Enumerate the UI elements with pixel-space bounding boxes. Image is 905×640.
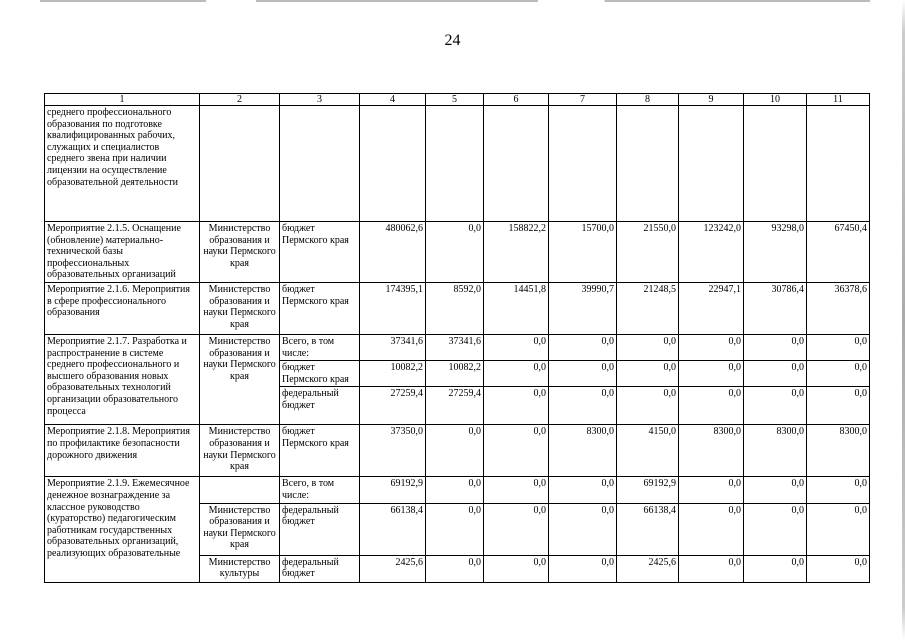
value-cell: 14451,8	[484, 283, 549, 335]
value-cell: 0,0	[744, 361, 807, 387]
value-cell: 30786,4	[744, 283, 807, 335]
value-cell: 2425,6	[360, 555, 426, 582]
value-cell: 0,0	[426, 503, 484, 555]
value-cell: 21550,0	[617, 222, 679, 283]
value-cell: 8592,0	[426, 283, 484, 335]
executor: Министерство образования и науки Пермского края	[200, 335, 280, 425]
value-cell: 39990,7	[549, 283, 617, 335]
value-cell: 0,0	[679, 335, 744, 361]
value-cell: 0,0	[617, 335, 679, 361]
value-cell: 0,0	[744, 477, 807, 503]
executor	[200, 477, 280, 503]
funding-source: Всего, в том числе:	[280, 335, 360, 361]
value-cell: 0,0	[807, 503, 870, 555]
col-header: 3	[280, 94, 360, 106]
funding-source: федеральный бюджет	[280, 555, 360, 582]
value-cell: 0,0	[484, 503, 549, 555]
value-cell: 0,0	[807, 335, 870, 361]
value-cell: 37350,0	[360, 425, 426, 477]
funding-source: федеральный бюджет	[280, 387, 360, 425]
value-cell: 10082,2	[360, 361, 426, 387]
activity-name: Мероприятие 2.1.9. Ежемесячное денежное вознаграждение за классное руководство (кураторство) педагогическим работникам государственных образовательных организаций, реализующих образовательные	[45, 477, 200, 582]
value-cell: 0,0	[679, 477, 744, 503]
col-header: 6	[484, 94, 549, 106]
table-row	[45, 283, 870, 335]
activity-name: среднего профессионального образования по подготовке квалифицированных рабочих, служащих и специалистов среднего звена при наличии лицензии на осуществление образовательной деятельности	[45, 106, 200, 222]
value-cell: 0,0	[744, 555, 807, 582]
value-cell: 158822,2	[484, 222, 549, 283]
col-header: 2	[200, 94, 280, 106]
value-cell: 67450,4	[807, 222, 870, 283]
value-cell: 0,0	[807, 361, 870, 387]
activity-name: Мероприятие 2.1.5. Оснащение (обновление) материально-технической базы профессиональных образовательных организаций	[45, 222, 200, 283]
value-cell: 37341,6	[426, 335, 484, 361]
col-header: 7	[549, 94, 617, 106]
value-cell: 174395,1	[360, 283, 426, 335]
executor: Министерство образования и науки Пермского края	[200, 222, 280, 283]
col-header: 5	[426, 94, 484, 106]
col-header: 9	[679, 94, 744, 106]
value-cell: 0,0	[426, 477, 484, 503]
value-cell: 0,0	[807, 555, 870, 582]
value-cell: 21248,5	[617, 283, 679, 335]
value-cell: 0,0	[549, 387, 617, 425]
value-cell: 15700,0	[549, 222, 617, 283]
value-cell: 0,0	[679, 387, 744, 425]
value-cell: 0,0	[426, 222, 484, 283]
value-cell: 66138,4	[360, 503, 426, 555]
value-cell: 27259,4	[360, 387, 426, 425]
value-cell: 0,0	[549, 477, 617, 503]
value-cell: 480062,6	[360, 222, 426, 283]
value-cell: 0,0	[744, 387, 807, 425]
value-cell: 2425,6	[617, 555, 679, 582]
col-header: 11	[807, 94, 870, 106]
value-cell: 0,0	[484, 387, 549, 425]
funding-source: Всего, в том числе:	[280, 477, 360, 503]
table-row	[45, 425, 870, 477]
value-cell: 36378,6	[807, 283, 870, 335]
value-cell: 8300,0	[679, 425, 744, 477]
table-row	[45, 222, 870, 283]
activity-name: Мероприятие 2.1.6. Мероприятия в сфере профессионального образования	[45, 283, 200, 335]
scan-top-edge	[40, 0, 870, 2]
column-number-row	[45, 94, 870, 106]
activity-name: Мероприятие 2.1.8. Мероприятия по профилактике безопасности дорожного движения	[45, 425, 200, 477]
activity-name: Мероприятие 2.1.7. Разработка и распространение в системе среднего профессионального и высшего образования новых образовательных технологий организации образовательного процесса	[45, 335, 200, 425]
executor: Министерство культуры	[200, 555, 280, 582]
value-cell: 0,0	[484, 477, 549, 503]
value-cell: 93298,0	[744, 222, 807, 283]
executor: Министерство образования и науки Пермского края	[200, 503, 280, 555]
table-row	[45, 335, 870, 361]
col-header: 10	[744, 94, 807, 106]
value-cell: 4150,0	[617, 425, 679, 477]
value-cell: 10082,2	[426, 361, 484, 387]
funding-source: бюджет Пермского края	[280, 283, 360, 335]
col-header: 8	[617, 94, 679, 106]
value-cell: 37341,6	[360, 335, 426, 361]
value-cell: 69192,9	[360, 477, 426, 503]
value-cell: 0,0	[679, 503, 744, 555]
value-cell: 22947,1	[679, 283, 744, 335]
value-cell: 0,0	[484, 555, 549, 582]
value-cell: 0,0	[679, 361, 744, 387]
value-cell: 0,0	[807, 477, 870, 503]
value-cell: 0,0	[549, 361, 617, 387]
value-cell: 0,0	[617, 361, 679, 387]
page-number: 24	[444, 32, 461, 49]
budget-table	[44, 93, 870, 583]
funding-source: федеральный бюджет	[280, 503, 360, 555]
funding-source: бюджет Пермского края	[280, 425, 360, 477]
value-cell: 0,0	[426, 555, 484, 582]
value-cell: 0,0	[484, 335, 549, 361]
value-cell: 0,0	[744, 503, 807, 555]
value-cell: 27259,4	[426, 387, 484, 425]
table-row	[45, 106, 870, 222]
value-cell: 0,0	[744, 335, 807, 361]
value-cell: 8300,0	[549, 425, 617, 477]
value-cell: 66138,4	[617, 503, 679, 555]
value-cell: 0,0	[484, 425, 549, 477]
col-header: 1	[45, 94, 200, 106]
col-header: 4	[360, 94, 426, 106]
value-cell: 0,0	[426, 425, 484, 477]
value-cell: 0,0	[549, 335, 617, 361]
value-cell: 0,0	[807, 387, 870, 425]
executor: Министерство образования и науки Пермского края	[200, 425, 280, 477]
table-row	[45, 477, 870, 503]
value-cell: 8300,0	[807, 425, 870, 477]
value-cell: 0,0	[484, 361, 549, 387]
funding-source: бюджет Пермского края	[280, 222, 360, 283]
value-cell: 0,0	[617, 387, 679, 425]
value-cell: 0,0	[549, 503, 617, 555]
value-cell: 8300,0	[744, 425, 807, 477]
value-cell: 69192,9	[617, 477, 679, 503]
executor: Министерство образования и науки Пермского края	[200, 283, 280, 335]
value-cell: 123242,0	[679, 222, 744, 283]
value-cell: 0,0	[679, 555, 744, 582]
funding-source: бюджет Пермского края	[280, 361, 360, 387]
value-cell: 0,0	[549, 555, 617, 582]
